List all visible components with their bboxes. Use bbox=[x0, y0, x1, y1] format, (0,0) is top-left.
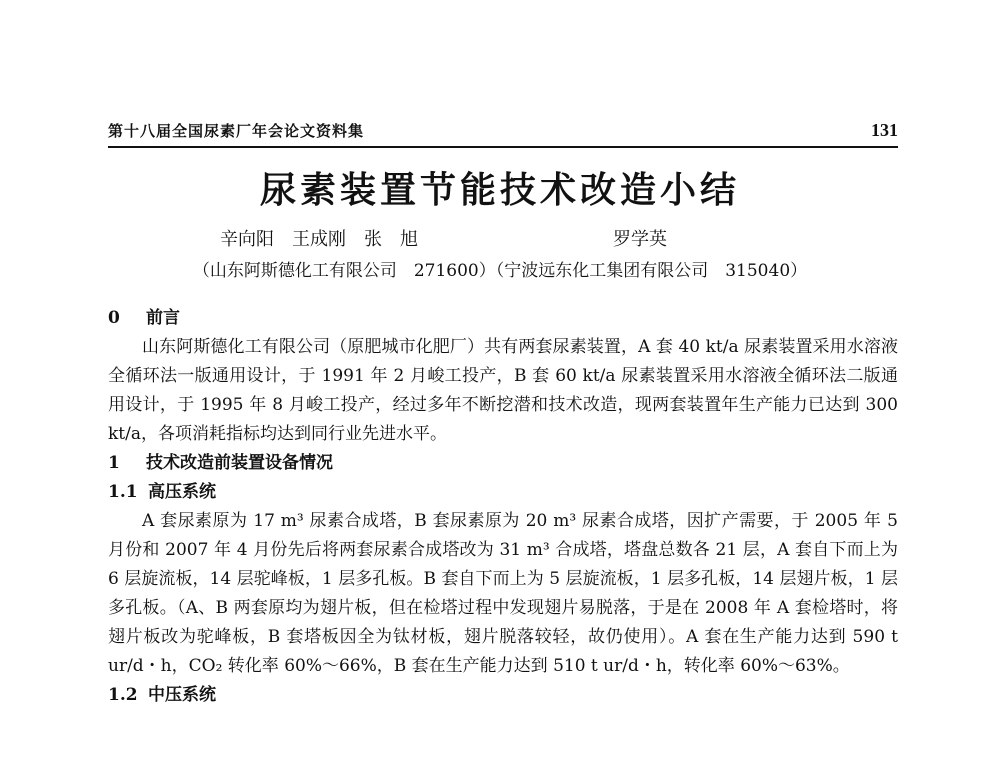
header-rule bbox=[108, 146, 898, 148]
section-number: 1.2 bbox=[108, 685, 138, 705]
paper-title: 尿素装置节能技术改造小结 bbox=[259, 169, 740, 211]
section-title: 前言 bbox=[146, 308, 180, 328]
section-title: 中压系统 bbox=[148, 685, 216, 705]
section-number: 1.1 bbox=[108, 482, 138, 502]
section-heading-0 bbox=[108, 304, 898, 333]
section-heading-1-2 bbox=[108, 681, 898, 710]
section-title: 技术改造前装置设备情况 bbox=[146, 453, 333, 473]
paragraph-high-pressure: A 套尿素原为 17 m³ 尿素合成塔，B 套尿素原为 20 m³ 尿素合成塔，因扩产需要，于 2005 年 5 月份和 2007 年 4 月份先后将两套尿素合成塔改为 31 m³ 合成塔，塔盘总数各 21 层，A 套自下而上为 6 层旋流板，14 层驼峰板，1 层多孔板。B 套自下而上为 5 层旋流板，1 层多孔板，14 层翅片板，1 层多孔板。（A、B 两套原均为翅片板，但在检塔过程中发现翅片易脱落，于是在 2008 年 A 套检塔时，将翅片板改为驼峰板，B 套塔板因全为钛材板，翅片脱落较轻，故仍使用）。A 套在生产能力达到 590 t ur/d・h，CO₂ 转化率 60%～66%，B 套在生产能力达到 510 t ur/d・h，转化率 60%～63%。 bbox=[108, 511, 898, 676]
authors bbox=[0, 225, 1000, 251]
series-title: 第十八届全国尿素厂年会论文资料集 bbox=[108, 122, 365, 140]
affiliations: （山东阿斯德化工有限公司 271600）（宁波远东化工集团有限公司 315040） bbox=[192, 261, 808, 281]
section-number: 1 bbox=[108, 453, 120, 473]
paper-body bbox=[108, 304, 898, 710]
section-heading-1 bbox=[108, 449, 898, 478]
section-title: 高压系统 bbox=[148, 482, 216, 502]
running-header bbox=[108, 116, 898, 146]
page-number: 131 bbox=[871, 120, 898, 140]
section-number: 0 bbox=[108, 308, 120, 328]
authors-group-1: 辛向阳 王成刚 张 旭 bbox=[220, 229, 418, 250]
authors-group-2: 罗学英 bbox=[613, 229, 667, 250]
section-heading-1-1 bbox=[108, 478, 898, 507]
paragraph-intro: 山东阿斯德化工有限公司（原肥城市化肥厂）共有两套尿素装置，A 套 40 kt/a 尿素装置采用水溶液全循环法一版通用设计，于 1991 年 2 月峻工投产，B 套 60 kt/a 尿素装置采用水溶液全循环法二版通用设计，于 1995 年 8 月峻工投产，经过多年不断挖潜和技术改造，现两套装置年生产能力已达到 300 kt/a，各项消耗指标均达到同行业先进水平。 bbox=[108, 337, 898, 444]
